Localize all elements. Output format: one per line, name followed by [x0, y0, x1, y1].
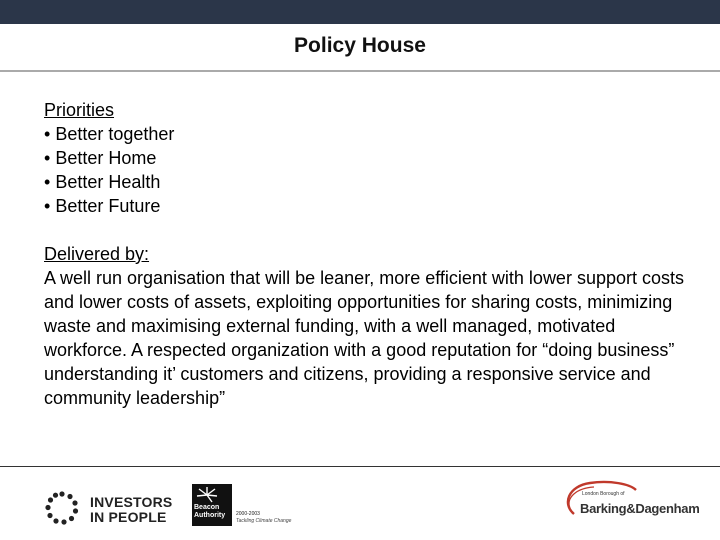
beacon-tagline: Tackling Climate Change — [236, 518, 292, 524]
slide-body — [44, 98, 684, 410]
priority-item: • Better Health — [44, 170, 684, 194]
beacon-line2: Authority — [194, 512, 226, 519]
beacon-authority-logo — [192, 484, 312, 528]
bd-name: Barking&Dagenham — [580, 501, 700, 516]
beacon-badge — [192, 484, 232, 526]
title-area — [0, 24, 720, 72]
priority-item: • Better Future — [44, 194, 684, 218]
iip-line1: INVESTORS — [90, 494, 173, 510]
priority-item: • Better together — [44, 122, 684, 146]
bd-small-text — [582, 491, 625, 497]
investors-in-people-logo — [44, 490, 184, 530]
priority-item: • Better Home — [44, 146, 684, 170]
top-header-bar — [0, 0, 720, 24]
priorities-heading: Priorities — [44, 100, 115, 120]
iip-line2: IN PEOPLE — [90, 509, 167, 525]
delivered-paragraph: A well run organisation that will be leaner, more efficient with lower support costs and lower costs of assets, exploiting opportunities for sharing costs, minimizing waste and maximising external funding, with a well managed, motivated workforce. A respected organization with a good reputation for “doing business” understanding it’ customers and citizens, providing a responsive service and community leadership” — [44, 268, 684, 408]
beacon-years: 2000-2003 — [236, 511, 260, 517]
barking-dagenham-logo — [560, 478, 700, 528]
beacon-star-icon — [196, 486, 218, 504]
laurel-wreath-icon — [44, 490, 80, 526]
priorities-list — [44, 122, 684, 218]
bd-small1: London Borough of — [582, 491, 625, 497]
beacon-line1: Beacon — [194, 504, 220, 511]
footer-divider — [0, 466, 720, 467]
iip-wordmark — [90, 495, 172, 525]
beacon-name — [194, 504, 232, 520]
spacer — [44, 218, 684, 242]
slide-title: Policy House — [294, 34, 426, 57]
delivered-heading: Delivered by: — [44, 244, 150, 264]
